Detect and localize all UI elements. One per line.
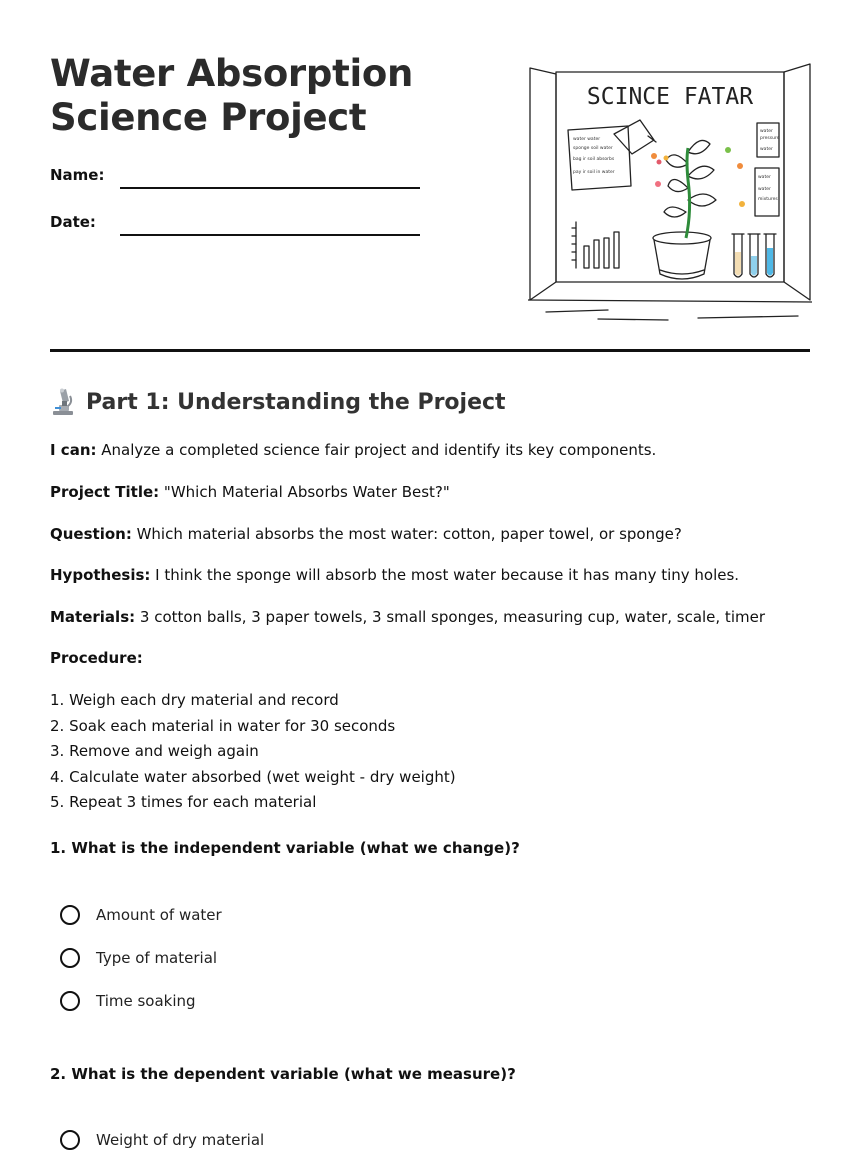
name-field[interactable] (120, 187, 420, 189)
question-1-option-type-of-material[interactable] (60, 948, 217, 968)
procedure-list (50, 690, 456, 818)
question-row (50, 525, 682, 543)
hypothesis-label: Hypothesis: (50, 566, 151, 584)
materials-row (50, 608, 765, 626)
procedure-step: 3. Remove and weigh again (50, 742, 259, 760)
note-left-line-1: water water (573, 137, 601, 142)
project-title-text: "Which Material Absorbs Water Best?" (159, 483, 450, 501)
materials-label: Materials: (50, 608, 136, 626)
radio-button[interactable] (60, 905, 80, 925)
materials-text: 3 cotton balls, 3 paper towels, 3 small sponges, measuring cup, water, scale, timer (135, 608, 765, 626)
note-right-top-3: water (760, 147, 773, 152)
date-label: Date: (50, 213, 96, 231)
note-right-top-1: water (760, 129, 773, 134)
question-text: Which material absorbs the most water: cotton, paper towel, or sponge? (131, 525, 682, 543)
radio-button[interactable] (60, 1130, 80, 1150)
microscope-icon (50, 388, 76, 416)
note-left-line-4: pay ir soil in water (573, 170, 615, 175)
header-divider (50, 349, 810, 352)
page-title (50, 52, 413, 140)
part1-heading-text: Part 1: Understanding the Project (86, 389, 506, 415)
question-2-text: 2. What is the dependent variable (what we measure)? (50, 1065, 516, 1083)
procedure-step: 2. Soak each material in water for 30 seconds (50, 716, 396, 735)
radio-button[interactable] (60, 991, 80, 1011)
part1-heading (50, 388, 506, 416)
option-label: Amount of water (96, 906, 222, 924)
hypothesis-text: I think the sponge will absorb the most water because it has many tiny holes. (150, 566, 740, 584)
option-label: Time soaking (96, 992, 196, 1010)
procedure-step: 1. Weigh each dry material and record (50, 691, 339, 709)
note-right-mid-3: mixtures (758, 197, 778, 202)
title-line-2: Science Project (50, 96, 367, 139)
question-1-option-amount-of-water[interactable] (60, 905, 222, 925)
question-2-option-weight-of-dry-material[interactable] (60, 1130, 264, 1150)
radio-button[interactable] (60, 948, 80, 968)
hypothesis-row (50, 566, 739, 584)
procedure-step: 5. Repeat 3 times for each material (50, 793, 317, 811)
procedure-row (50, 649, 143, 667)
note-right-mid-2: water (758, 187, 771, 192)
procedure-step: 4. Calculate water absorbed (wet weight - dry weight) (50, 767, 456, 786)
question-label: Question: (50, 525, 132, 543)
name-label: Name: (50, 166, 105, 184)
note-right-mid-1: water (758, 175, 771, 180)
project-title-label: Project Title: (50, 483, 160, 501)
note-left-line-2: sponge soil water (573, 146, 613, 151)
i-can-label: I can: (50, 441, 97, 459)
i-can-statement (50, 441, 656, 459)
question-1-text: 1. What is the independent variable (what we change)? (50, 839, 520, 857)
date-field[interactable] (120, 234, 420, 236)
i-can-text: Analyze a completed science fair project and identify its key components. (96, 441, 657, 459)
option-label: Weight of dry material (96, 1131, 265, 1149)
project-title-row (50, 483, 450, 501)
option-label: Type of material (96, 949, 218, 967)
sign-text: SCINCE FATAR (586, 84, 754, 110)
science-fair-illustration (528, 60, 812, 324)
note-left-line-3: bag ir soil absorbs (573, 157, 615, 162)
title-line-1: Water Absorption (50, 52, 413, 95)
note-right-top-2: pressure (760, 136, 780, 141)
procedure-label: Procedure: (50, 649, 143, 667)
question-1-option-time-soaking[interactable] (60, 991, 196, 1011)
